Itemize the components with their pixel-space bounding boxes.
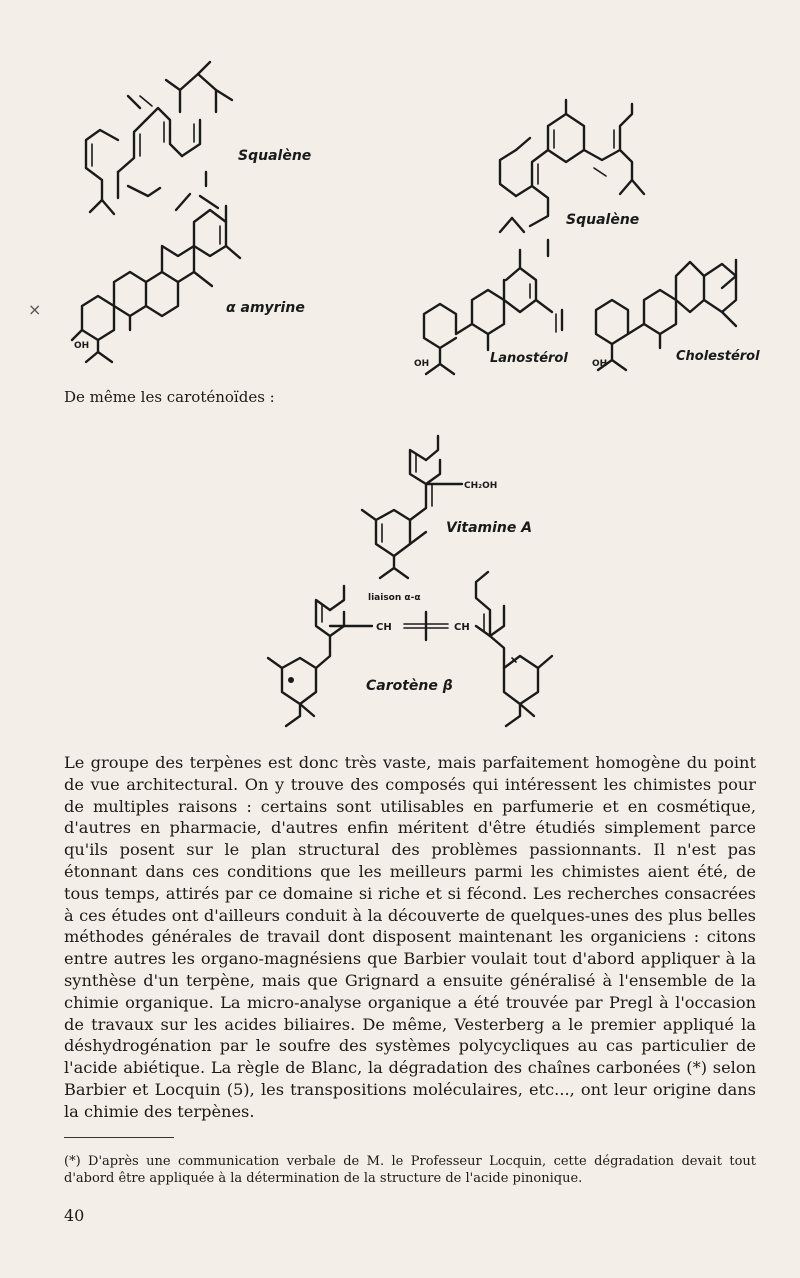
label-vitamine-a: Vitamine A <box>446 520 533 536</box>
label-lanosterol: Lanostérol <box>490 351 568 366</box>
margin-pencil-mark: × <box>28 300 42 319</box>
label-oh-lanosterol: OH <box>414 359 430 369</box>
figure-caption: De même les caroténoïdes : <box>64 388 275 406</box>
label-squalene-1: Squalène <box>238 148 312 164</box>
label-liaison: liaison α-α <box>368 593 421 603</box>
amyrine-structure <box>72 206 240 362</box>
label-cholesterol: Cholestérol <box>676 349 760 364</box>
body-paragraph-text: Le groupe des terpènes est donc très vaste, mais parfaitement homogène du point de vue architectural. On y trouve des composés qui intéressent les chimistes pour de multiples raisons : certains sont utilisables en parfumerie et en cosmétique, d'autres en pharmacie, d'autres enfin méritent d'être étudiés simplement parce qu'ils posent sur le plan structural des problèmes passionnants. Il n'est pas étonnant dans ces conditions que les meilleurs parmi les chimistes aient été, de tous temps, attirés par ce domaine si riche et si fécond. Les recherches consacrées à ces études ont d'ailleurs conduit à la découverte de quelques-unes des plus belles méthodes générales de travail dont disposent maintenant les organiciens : citons entre autres les organo-magnésiens que Barbier voulait tout d'abord appliquer à la synthèse d'un terpène, mais que Grignard a ensuite généralisé à l'ensemble de la chimie organique. La micro-analyse organique a été trouvée par Pregl à l'occasion de travaux sur les acides biliaires. De même, Vesterberg a le premier appliqué la déshydrogénation par le soufre des systèmes polycycliques au cas particulier de l'acide abiétique. La règle de Blanc, la dégradation des chaînes carbonées (*) selon Barbier et Locquin (5), les transpositions moléculaires, etc..., ont leur origine dans la chimie des terpènes. <box>64 753 756 1121</box>
label-carotene: Carotène β <box>366 678 453 694</box>
footnote: (*) D'après une communication verbale de M. le Professeur Locquin, cette dégradation devait tout d'abord être appliquée à la détermination de la structure de l'acide pinonique. <box>64 1154 756 1186</box>
label-ch-right: CH <box>454 622 470 633</box>
label-ch-left: CH <box>376 622 392 633</box>
page-number: 40 <box>64 1206 85 1225</box>
label-oh-amyrine: OH <box>74 341 90 351</box>
label-squalene-2: Squalène <box>566 212 640 228</box>
vitamin-a-structure <box>362 436 462 578</box>
footnote-separator <box>64 1137 174 1138</box>
label-oh-cholesterol: OH <box>592 359 608 369</box>
body-paragraph <box>64 752 756 1123</box>
label-ch2oh: CH₂OH <box>464 481 498 491</box>
squalene-structure-left <box>86 62 232 214</box>
label-amyrine: α amyrine <box>226 300 305 316</box>
